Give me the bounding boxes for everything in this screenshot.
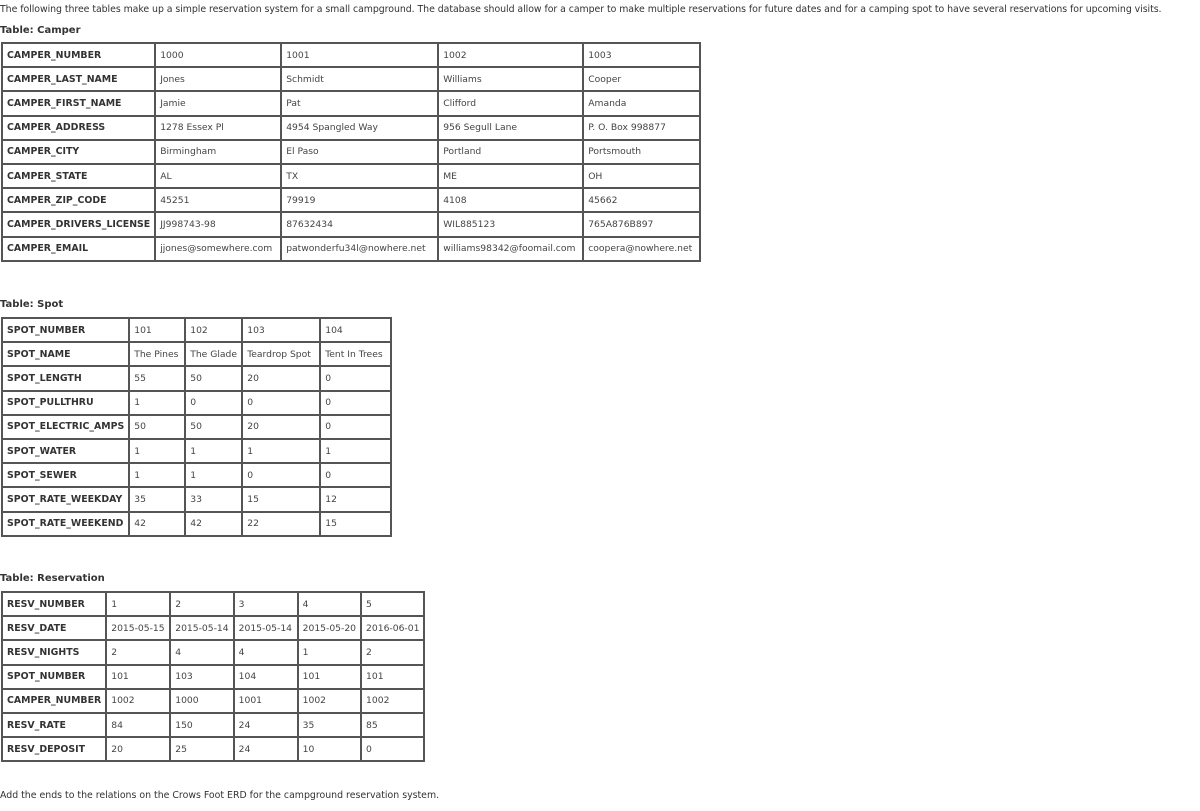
table-cell: 101	[361, 665, 424, 689]
table-cell: TX	[281, 164, 438, 188]
table-cell: 45251	[155, 188, 281, 212]
table-cell: Clifford	[438, 91, 583, 115]
table-cell: 2	[106, 640, 170, 664]
row-header: CAMPER_CITY	[2, 140, 155, 164]
reservation-table	[1, 591, 425, 762]
table-cell: Portland	[438, 140, 583, 164]
reservation-table-caption: Table: Reservation	[0, 573, 105, 584]
table-cell: 1001	[281, 43, 438, 67]
row-header: SPOT_PULLTHRU	[2, 391, 129, 415]
table-cell: JJ998743-98	[155, 212, 281, 236]
table-cell: 2015-05-20	[298, 616, 361, 640]
table-cell: 15	[242, 487, 320, 511]
row-header: SPOT_ELECTRIC_AMPS	[2, 415, 129, 439]
table-cell: 0	[242, 391, 320, 415]
table-cell: 2016-06-01	[361, 616, 424, 640]
table-cell: WIL885123	[438, 212, 583, 236]
table-cell: 3	[234, 592, 298, 616]
table-cell: 50	[185, 366, 242, 390]
table-row	[2, 665, 424, 689]
table-row	[2, 689, 424, 713]
table-cell: 5	[361, 592, 424, 616]
table-cell: The Glade	[185, 342, 242, 366]
table-cell: 35	[298, 713, 361, 737]
table-cell: 55	[129, 366, 185, 390]
table-cell: 101	[106, 665, 170, 689]
table-cell: 15	[320, 512, 391, 536]
table-cell: OH	[583, 164, 700, 188]
table-cell: 0	[320, 366, 391, 390]
row-header: SPOT_WATER	[2, 439, 129, 463]
table-cell: 50	[129, 415, 185, 439]
table-cell: Pat	[281, 91, 438, 115]
row-header: SPOT_SEWER	[2, 463, 129, 487]
table-cell: 35	[129, 487, 185, 511]
row-header: SPOT_NUMBER	[2, 318, 129, 342]
table-cell: 104	[234, 665, 298, 689]
table-row	[2, 592, 424, 616]
table-cell: Portsmouth	[583, 140, 700, 164]
table-cell: AL	[155, 164, 281, 188]
table-cell: 2	[361, 640, 424, 664]
table-cell: coopera@nowhere.net	[583, 237, 700, 261]
table-cell: 150	[170, 713, 233, 737]
table-cell: Schmidt	[281, 67, 438, 91]
row-header: CAMPER_ZIP_CODE	[2, 188, 155, 212]
table-row	[2, 713, 424, 737]
table-cell: Jones	[155, 67, 281, 91]
table-cell: 0	[320, 463, 391, 487]
table-cell: 102	[185, 318, 242, 342]
table-cell: 4	[170, 640, 233, 664]
table-cell: 2015-05-15	[106, 616, 170, 640]
table-cell: 25	[170, 737, 233, 761]
table-cell: 103	[242, 318, 320, 342]
table-cell: 1	[185, 463, 242, 487]
footer-instruction: Add the ends to the relations on the Crows Foot ERD for the campground reservation system.	[0, 790, 440, 801]
table-cell: 101	[129, 318, 185, 342]
table-cell: 24	[234, 713, 298, 737]
table-cell: 42	[185, 512, 242, 536]
table-cell: 1	[129, 391, 185, 415]
row-header: SPOT_NAME	[2, 342, 129, 366]
table-cell: 4	[234, 640, 298, 664]
table-row	[2, 318, 391, 342]
table-row	[2, 91, 700, 115]
table-cell: 1	[129, 439, 185, 463]
row-header: SPOT_RATE_WEEKDAY	[2, 487, 129, 511]
table-cell: 20	[106, 737, 170, 761]
table-cell: 101	[298, 665, 361, 689]
table-cell: williams98342@foomail.com	[438, 237, 583, 261]
table-row	[2, 640, 424, 664]
table-cell: 42	[129, 512, 185, 536]
table-cell: 84	[106, 713, 170, 737]
table-row	[2, 43, 700, 67]
table-row	[2, 366, 391, 390]
table-row	[2, 487, 391, 511]
table-cell: Amanda	[583, 91, 700, 115]
table-cell: jjones@somewhere.com	[155, 237, 281, 261]
table-cell: 45662	[583, 188, 700, 212]
table-cell: 765A876B897	[583, 212, 700, 236]
table-cell: 0	[320, 415, 391, 439]
table-cell: ME	[438, 164, 583, 188]
table-row	[2, 463, 391, 487]
row-header: RESV_RATE	[2, 713, 106, 737]
table-row	[2, 116, 700, 140]
row-header: RESV_NUMBER	[2, 592, 106, 616]
table-row	[2, 391, 391, 415]
row-header: CAMPER_FIRST_NAME	[2, 91, 155, 115]
table-row	[2, 737, 424, 761]
table-cell: Cooper	[583, 67, 700, 91]
table-cell: 2015-05-14	[170, 616, 233, 640]
camper-table	[1, 42, 701, 262]
table-cell: Teardrop Spot	[242, 342, 320, 366]
table-cell: 0	[185, 391, 242, 415]
table-row	[2, 342, 391, 366]
table-cell: 0	[320, 391, 391, 415]
row-header: CAMPER_DRIVERS_LICENSE	[2, 212, 155, 236]
table-cell: 1	[129, 463, 185, 487]
table-cell: 1	[298, 640, 361, 664]
table-cell: 87632434	[281, 212, 438, 236]
table-cell: 0	[242, 463, 320, 487]
table-cell: 50	[185, 415, 242, 439]
table-cell: 24	[234, 737, 298, 761]
table-cell: 12	[320, 487, 391, 511]
row-header: RESV_DATE	[2, 616, 106, 640]
table-cell: 956 Segull Lane	[438, 116, 583, 140]
table-cell: 1000	[155, 43, 281, 67]
table-cell: 1	[320, 439, 391, 463]
table-cell: The Pines	[129, 342, 185, 366]
table-row	[2, 212, 700, 236]
row-header: SPOT_NUMBER	[2, 665, 106, 689]
row-header: CAMPER_EMAIL	[2, 237, 155, 261]
table-cell: 1003	[583, 43, 700, 67]
row-header: CAMPER_ADDRESS	[2, 116, 155, 140]
table-row	[2, 616, 424, 640]
table-cell: 20	[242, 366, 320, 390]
table-cell: El Paso	[281, 140, 438, 164]
table-cell: Tent In Trees	[320, 342, 391, 366]
row-header: CAMPER_LAST_NAME	[2, 67, 155, 91]
table-row	[2, 140, 700, 164]
row-header: SPOT_LENGTH	[2, 366, 129, 390]
table-cell: 2015-05-14	[234, 616, 298, 640]
table-cell: 79919	[281, 188, 438, 212]
row-header: SPOT_RATE_WEEKEND	[2, 512, 129, 536]
intro-text: The following three tables make up a simple reservation system for a small campground. The database should allow for a camper to make multiple reservations for future dates and for a camping spot to have several reservations for upcoming visits.	[0, 4, 1162, 15]
table-row	[2, 67, 700, 91]
table-cell: 4	[298, 592, 361, 616]
table-cell: 1000	[170, 689, 233, 713]
table-cell: 1002	[438, 43, 583, 67]
table-cell: 4954 Spangled Way	[281, 116, 438, 140]
table-cell: 33	[185, 487, 242, 511]
table-row	[2, 237, 700, 261]
table-cell: 85	[361, 713, 424, 737]
table-row	[2, 512, 391, 536]
camper-table-caption: Table: Camper	[0, 25, 81, 36]
table-cell: 104	[320, 318, 391, 342]
table-cell: 20	[242, 415, 320, 439]
table-cell: 103	[170, 665, 233, 689]
row-header: CAMPER_STATE	[2, 164, 155, 188]
spot-table-caption: Table: Spot	[0, 299, 64, 310]
table-cell: 1	[185, 439, 242, 463]
table-cell: 1278 Essex Pl	[155, 116, 281, 140]
table-row	[2, 415, 391, 439]
table-cell: 1001	[234, 689, 298, 713]
table-row	[2, 439, 391, 463]
table-cell: 2	[170, 592, 233, 616]
table-cell: Birmingham	[155, 140, 281, 164]
table-cell: 22	[242, 512, 320, 536]
table-row	[2, 164, 700, 188]
row-header: CAMPER_NUMBER	[2, 43, 155, 67]
table-cell: 10	[298, 737, 361, 761]
table-cell: 0	[361, 737, 424, 761]
table-cell: Williams	[438, 67, 583, 91]
table-cell: 4108	[438, 188, 583, 212]
row-header: RESV_NIGHTS	[2, 640, 106, 664]
row-header: RESV_DEPOSIT	[2, 737, 106, 761]
table-row	[2, 188, 700, 212]
table-cell: Jamie	[155, 91, 281, 115]
table-cell: 1	[106, 592, 170, 616]
table-cell: P. O. Box 998877	[583, 116, 700, 140]
table-cell: 1002	[106, 689, 170, 713]
table-cell: 1002	[298, 689, 361, 713]
table-cell: 1	[242, 439, 320, 463]
row-header: CAMPER_NUMBER	[2, 689, 106, 713]
table-cell: patwonderfu34l@nowhere.net	[281, 237, 438, 261]
table-cell: 1002	[361, 689, 424, 713]
spot-table	[1, 317, 392, 537]
